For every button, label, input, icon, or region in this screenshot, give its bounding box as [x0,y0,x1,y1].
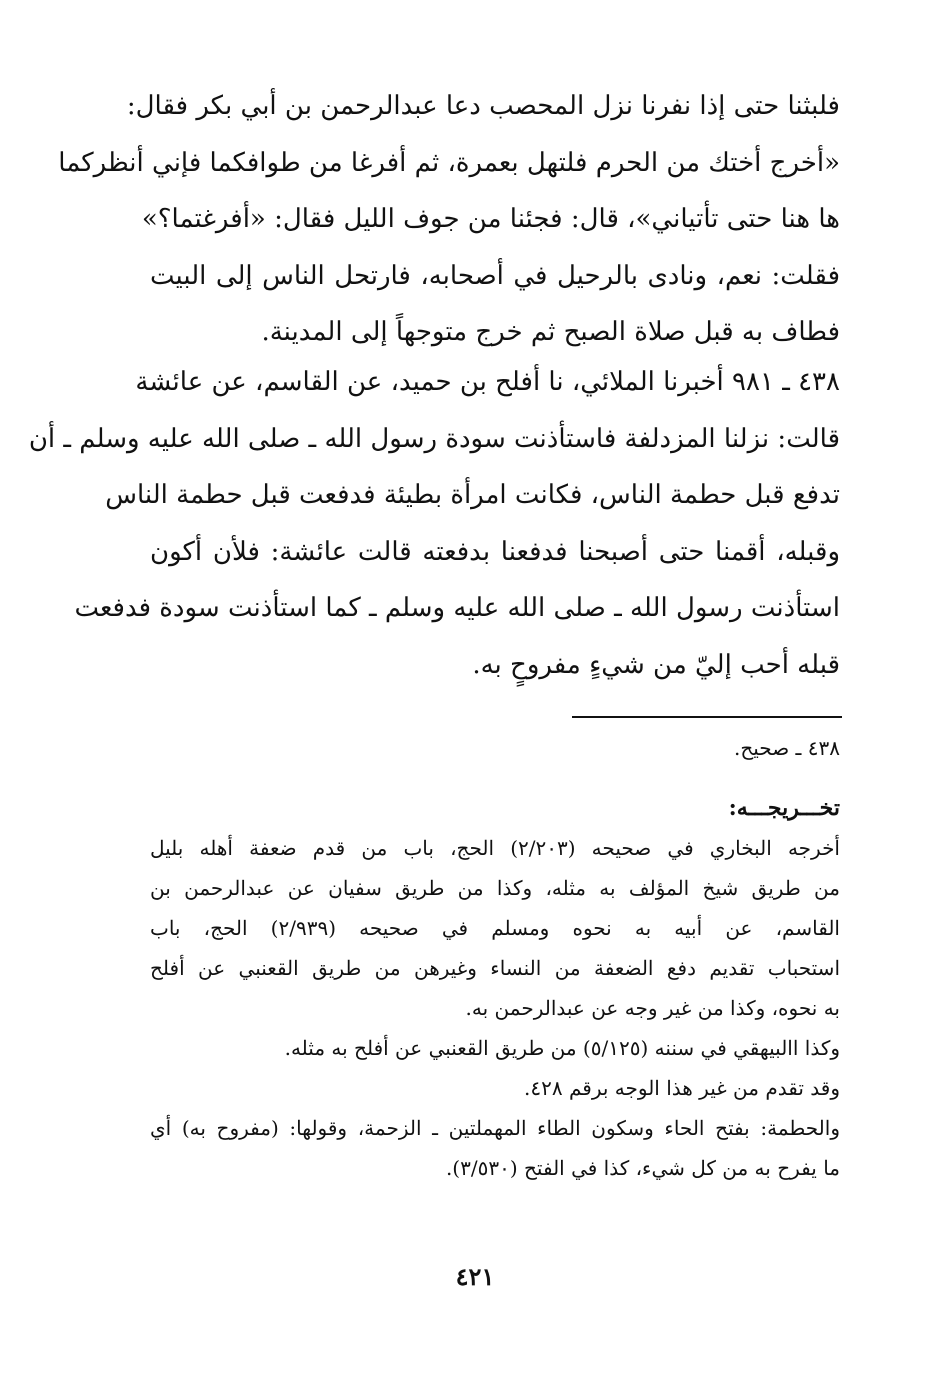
footnote-heading: تخـــريجـــه: [728,795,840,821]
footnote-separator [572,716,842,718]
text-line: استأذنت رسول الله ـ صلى الله عليه وسلم ـ كما استأذنت سودة فدفعت [74,593,840,623]
footnote-status: ٤٣٨ ـ صحيح. [733,736,840,760]
page-number: ٤٢١ [455,1262,495,1291]
text-line: ها هنا حتى تأتياني»، قال: فجئنا من جوف الليل فقال: «أفرغتما؟» [141,204,840,234]
text-line: قالت: نزلنا المزدلفة فاستأذنت سودة رسول الله ـ صلى الله عليه وسلم ـ أن [28,423,840,454]
text-line: فقلت: نعم، ونادى بالرحيل في أصحابه، فارتحل الناس إلى البيت [150,260,840,291]
footnote-line: من طريق شيخ المؤلف به مثله، وكذا من طريق سفيان عن عبدالرحمن بن [150,876,840,900]
text-line: فلبثنا حتى إذا نفرنا نزل المحصب دعا عبدالرحمن بن أبي بكر فقال: [126,91,840,121]
text-line: وقبله، أقمنا حتى أصبحنا فدفعنا بدفعته قالت عائشة: فلأن أكون [150,536,840,567]
hadith-header-line: ٤٣٨ ـ ٩٨١ أخبرنا الملائي، نا أفلح بن حميد، عن القاسم، عن عائشة [135,367,840,397]
text-line: قبله أحب إليّ من شيءٍ مفروحٍ به. [472,649,840,680]
text-line: تدفع قبل حطمة الناس، فكانت امرأة بطيئة فدفعت قبل حطمة الناس [105,480,840,510]
main-paragraph-1 [58,78,840,361]
footnote-line: أخرجه البخاري في صحيحه (٢/٢٠٣) الحج، باب من قدم ضعفة أهله بليل [150,836,840,860]
footnote-line: به نحوه، وكذا من غير وجه عن عبدالرحمن به. [465,996,840,1020]
footnote-body [150,828,840,1188]
main-paragraph-2 [28,354,840,693]
footnote-line: ما يفرح به من كل شيء، كذا في الفتح (٣/٥٣٠). [445,1156,840,1180]
text-line: فطاف به قبل صلاة الصبح ثم خرج متوجهاً إلى المدينة. [261,317,840,347]
footnote-line: استحباب تقديم دفع الضعفة من النساء وغيرهن من طريق القعنبي عن أفلح [150,956,840,980]
footnote-line: القاسم، عن أبيه به نحوه ومسلم في صحيحه (٢/٩٣٩) الحج، باب [150,916,840,940]
footnote-line: والحطمة: بفتح الحاء وسكون الطاء المهملتين ـ الزحمة، وقولها: (مفروح به) أي [150,1116,840,1140]
footnote-line: وقد تقدم من غير هذا الوجه برقم ٤٢٨. [524,1076,840,1100]
footnote-line: وكذا االبيهقي في سننه (٥/١٢٥) من طريق القعنبي عن أفلح به مثله. [284,1036,840,1060]
text-line: «أخرج أختك من الحرم فلتهل بعمرة، ثم أفرغا من طوافكما فإني أنظركما [58,147,840,178]
